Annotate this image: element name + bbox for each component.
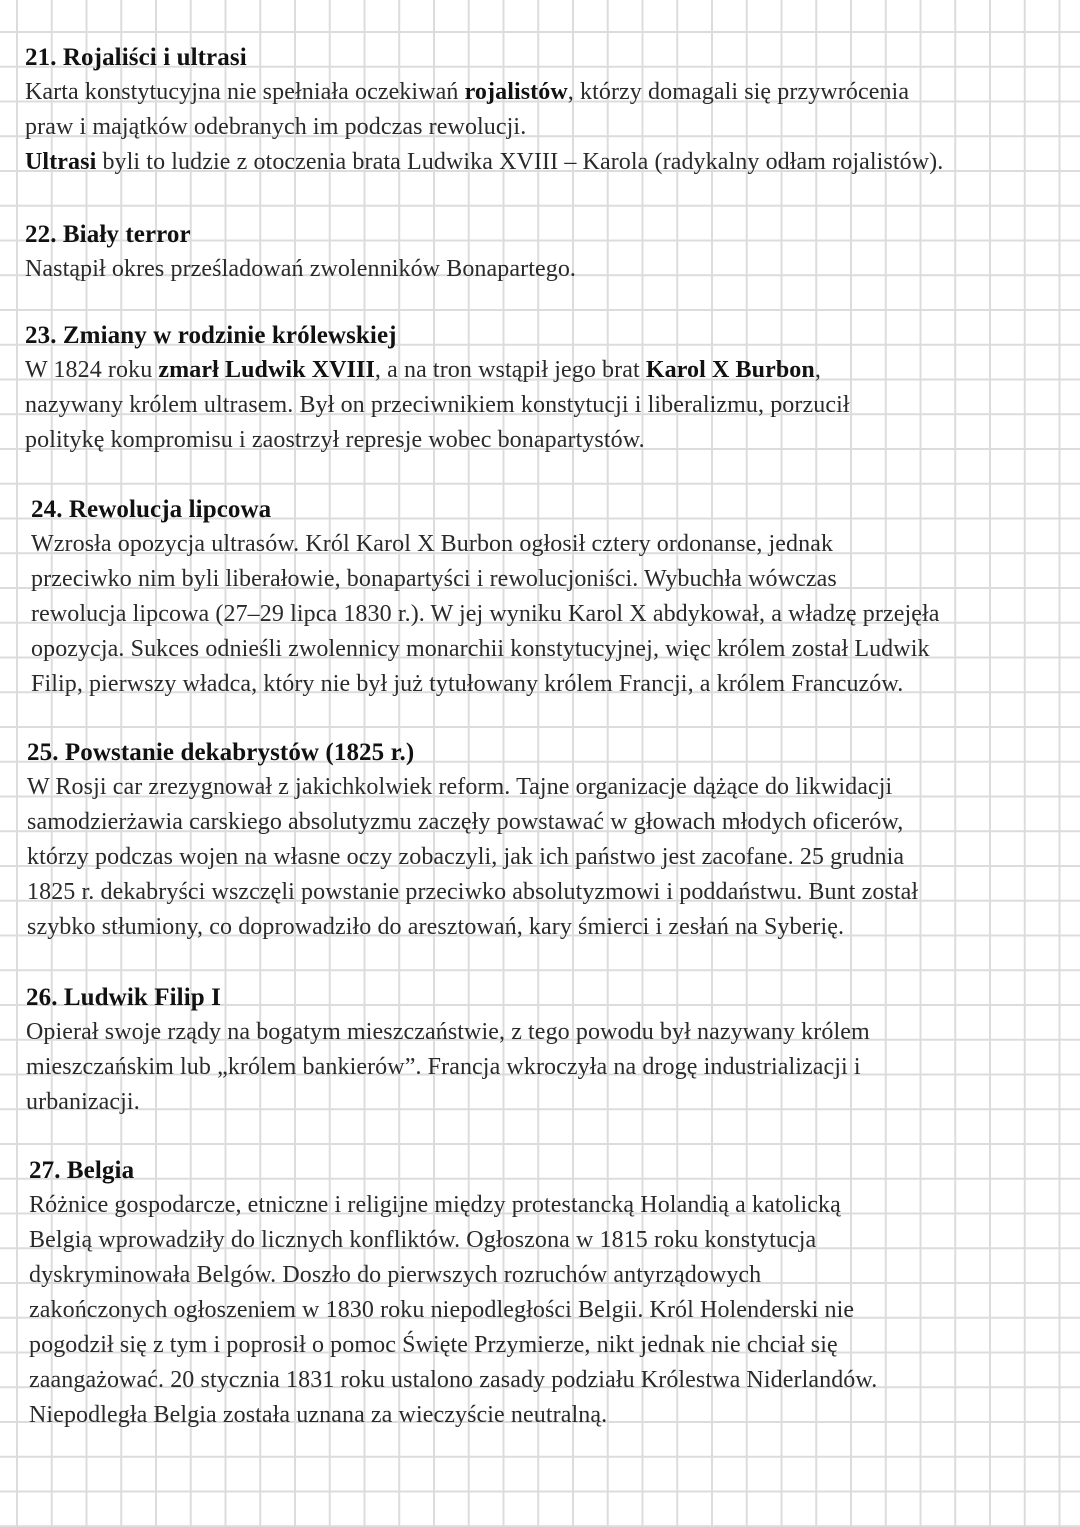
section-heading: 23. Zmiany w rodzinie królewskiej: [25, 322, 397, 349]
text-run: dyskryminowała Belgów. Doszło do pierwszych rozruchów antyrządowych: [29, 1262, 762, 1288]
paragraph-line: [29, 1363, 877, 1398]
text-run: Nastąpił okres prześladowań zwolenników Bonapartego.: [25, 256, 577, 282]
paragraph-line: [26, 1015, 870, 1050]
text-run: 1825 r. dekabryści wszczęli powstanie przeciwko absolutyzmowi i poddaństwu. Bunt został: [27, 879, 919, 905]
paragraph-line: [29, 1188, 877, 1223]
paragraph-line: [25, 388, 850, 423]
text-run: W Rosji car zrezygnował z jakichkolwiek reform. Tajne organizacje dążące do likwidacji: [27, 774, 893, 800]
section-22-white-terror: [25, 217, 576, 287]
text-run: którzy podczas wojen na własne oczy zobaczyli, jak ich państwo jest zacofane. 25 grudnia: [27, 844, 905, 870]
paragraph-line: [25, 353, 850, 388]
paragraph-line: [27, 875, 918, 910]
text-run: , a na tron wstąpił jego brat: [374, 357, 646, 383]
paragraph-line: [29, 1398, 877, 1433]
paragraph-line: [27, 840, 918, 875]
section-25-decembrist-revolt: [27, 735, 918, 945]
paragraph-line: [31, 527, 939, 562]
bold-term: rojalistów: [464, 79, 568, 105]
text-run: opozycja. Sukces odnieśli zwolennicy monarchii konstytucyjnej, więc królem został Ludwik: [31, 636, 930, 662]
text-run: rewolucja lipcowa (27–29 lipca 1830 r.). W jej wyniku Karol X abdykował, a władzę przejęła: [31, 601, 940, 627]
paragraph-line: [27, 910, 918, 945]
paragraph-line: [25, 75, 943, 110]
section-heading: 27. Belgia: [29, 1157, 135, 1184]
paragraph-line: [29, 1258, 877, 1293]
text-run: praw i majątków odebranych im podczas rewolucji.: [25, 114, 527, 140]
text-run: mieszczańskim lub „królem bankierów”. Francja wkroczyła na drogę industrializacji i: [26, 1054, 861, 1080]
text-run: , którzy domagali się przywrócenia: [567, 79, 910, 105]
paragraph-line: [25, 423, 850, 458]
section-heading: 26. Ludwik Filip I: [26, 984, 221, 1011]
text-run: pogodził się z tym i poprosił o pomoc Święte Przymierze, nikt jednak nie chciał się: [29, 1332, 838, 1358]
paragraph-line: [26, 1085, 870, 1120]
text-run: szybko stłumiony, co doprowadziło do aresztowań, kary śmierci i zesłań na Syberię.: [27, 914, 845, 940]
section-24-july-revolution: [31, 492, 939, 702]
text-run: samodzierżawia carskiego absolutyzmu zaczęły powstawać w głowach młodych oficerów,: [27, 809, 904, 835]
text-run: zakończonych ogłoszeniem w 1830 roku niepodległości Belgii. Król Holenderski nie: [29, 1297, 855, 1323]
paragraph-line: [27, 770, 918, 805]
paragraph-line: [26, 1050, 870, 1085]
paragraph-line: [29, 1293, 877, 1328]
section-heading: 21. Rojaliści i ultrasi: [25, 44, 247, 71]
text-run: byli to ludzie z otoczenia brata Ludwika XVIII – Karola (radykalny odłam rojalistów).: [96, 149, 944, 175]
text-run: nazywany królem ultrasem. Był on przeciwnikiem konstytucji i liberalizmu, porzucił: [25, 392, 850, 418]
paragraph-line: [25, 252, 576, 287]
paragraph-line: [31, 562, 939, 597]
section-21-royalists-ultras: [25, 40, 943, 180]
section-26-louis-philippe: [26, 980, 870, 1120]
paragraph-line: [25, 145, 943, 180]
section-23-royal-family-changes: [25, 318, 850, 458]
paragraph-line: [31, 597, 939, 632]
section-heading: 25. Powstanie dekabrystów (1825 r.): [27, 739, 415, 766]
text-run: ,: [814, 357, 821, 383]
text-run: urbanizacji.: [26, 1089, 140, 1115]
text-run: Opierał swoje rządy na bogatym mieszczaństwie, z tego powodu był nazywany królem: [26, 1019, 870, 1045]
paragraph-line: [25, 110, 943, 145]
paragraph-line: [29, 1328, 877, 1363]
text-run: W 1824 roku: [25, 357, 159, 383]
bold-term: Ultrasi: [25, 149, 97, 175]
text-run: Wzrosła opozycja ultrasów. Król Karol X Burbon ogłosił cztery ordonanse, jednak: [31, 531, 834, 557]
text-run: Filip, pierwszy władca, który nie był już tytułowany królem Francji, a królem Francuzów.: [31, 671, 904, 697]
section-heading: 24. Rewolucja lipcowa: [31, 496, 272, 523]
section-heading: 22. Biały terror: [25, 221, 191, 248]
paragraph-line: [31, 632, 939, 667]
text-run: Różnice gospodarcze, etniczne i religijne między protestancką Holandią a katolicką: [29, 1192, 841, 1218]
text-run: politykę kompromisu i zaostrzył represje wobec bonapartystów.: [25, 427, 645, 453]
text-run: Belgią wprowadziły do licznych konfliktów. Ogłoszona w 1815 roku konstytucja: [29, 1227, 817, 1253]
bold-term: Karol X Burbon: [645, 357, 815, 383]
section-27-belgium: [29, 1153, 877, 1433]
text-run: Karta konstytucyjna nie spełniała oczekiwań: [25, 79, 465, 105]
paragraph-line: [27, 805, 918, 840]
paragraph-line: [31, 667, 939, 702]
paragraph-line: [29, 1223, 877, 1258]
bold-term: zmarł Ludwik XVIII: [158, 357, 375, 383]
text-run: Niepodległa Belgia została uznana za wieczyście neutralną.: [29, 1402, 608, 1428]
text-run: przeciwko nim byli liberałowie, bonapartyści i rewolucjoniści. Wybuchła wówczas: [31, 566, 837, 592]
text-run: zaangażować. 20 stycznia 1831 roku ustalono zasady podziału Królestwa Niderlandów.: [29, 1367, 878, 1393]
